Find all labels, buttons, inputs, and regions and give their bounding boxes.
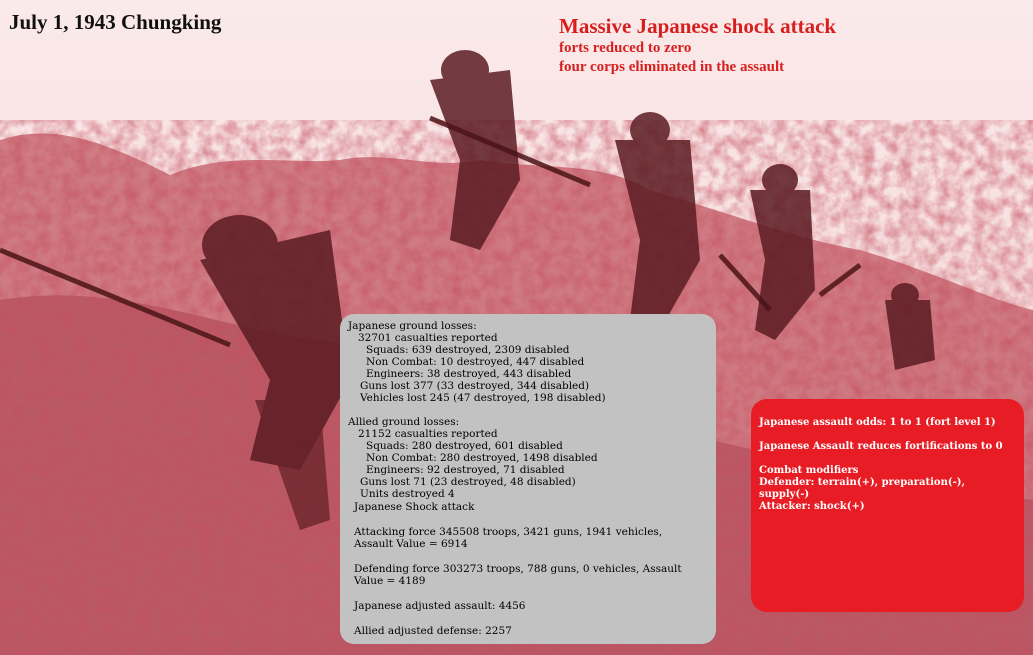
defender-modifiers: Defender: terrain(+), preparation(-), supply(-) [759,477,965,500]
combat-modifiers-header: Combat modifiers [759,465,859,476]
jp-squads: Squads: 639 destroyed, 2309 disabled [366,344,570,356]
defending-force: Defending force 303273 troops, 788 guns, 0 vehicles, Assault Value = 4189 [354,563,682,587]
attacking-force: Attacking force 345508 troops, 3421 guns, 1941 vehicles, Assault Value = 6914 [354,526,663,550]
al-engineers: Engineers: 92 destroyed, 71 disabled [366,464,565,476]
jp-guns: Guns lost 377 (33 destroyed, 344 disabled) [360,380,590,392]
fortification-result: Japanese Assault reduces fortifications to 0 [759,441,1003,452]
al-guns: Guns lost 71 (23 destroyed, 48 disabled) [360,476,576,488]
allied-losses-header: Allied ground losses: [348,416,460,428]
headline-block [559,14,836,77]
assault-odds: Japanese assault odds: 1 to 1 (fort level 1) [759,417,996,428]
al-noncombat: Non Combat: 280 destroyed, 1498 disabled [366,452,598,464]
jp-casualties: 32701 casualties reported [358,332,498,344]
jp-engineers: Engineers: 38 destroyed, 443 disabled [366,368,572,380]
japanese-adjusted-assault: Japanese adjusted assault: 4456 [354,600,526,612]
allied-adjusted-defense: Allied adjusted defense: 2257 [354,625,512,637]
al-casualties: 21152 casualties reported [358,428,498,440]
headline-line-corps: four corps eliminated in the assault [559,59,785,75]
shock-attack-label: Japanese Shock attack [354,501,475,513]
headline-line-forts: forts reduced to zero [559,40,692,56]
headline-main: Massive Japanese shock attack [559,14,837,38]
jp-vehicles: Vehicles lost 245 (47 destroyed, 198 disabled) [360,392,606,404]
jp-noncombat: Non Combat: 10 destroyed, 447 disabled [366,356,585,368]
page-title: July 1, 1943 Chungking [9,10,222,34]
al-units: Units destroyed 4 [360,488,455,500]
attacker-modifiers: Attacker: shock(+) [759,501,865,512]
al-squads: Squads: 280 destroyed, 601 disabled [366,440,563,452]
japanese-losses-header: Japanese ground losses: [348,320,477,332]
combat-report-panel [340,314,716,644]
assault-odds-panel [751,399,1024,612]
